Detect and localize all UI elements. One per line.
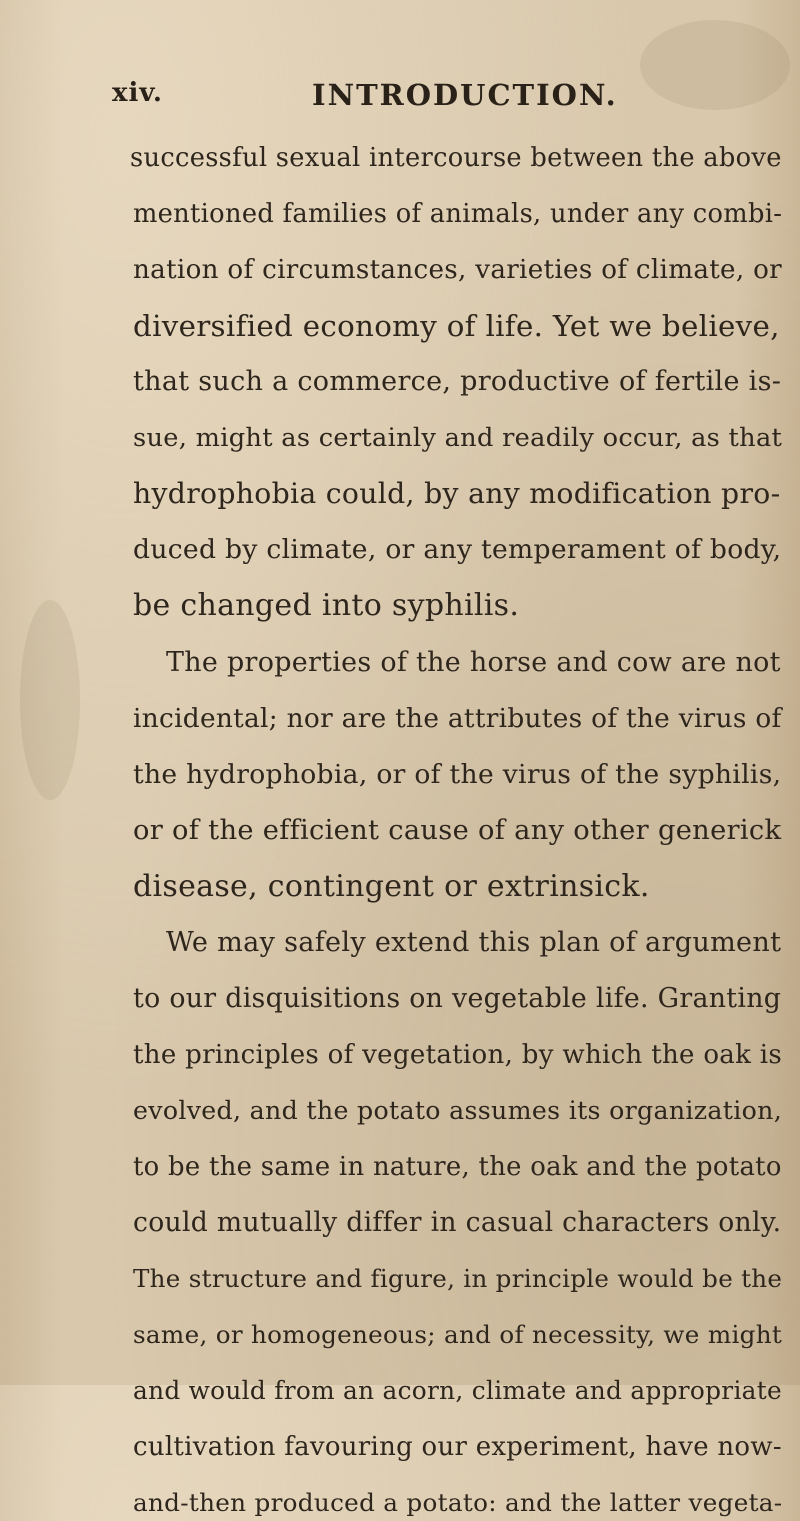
text-line: diversified economy of life. Yet we believe, (133, 309, 780, 343)
text-line: the hydrophobia, or of the virus of the syphilis, (133, 759, 782, 790)
text-line: or of the efficient cause of any other generick (133, 815, 782, 846)
text-line: hydrophobia could, by any modification pro- (133, 477, 781, 510)
text-line: mentioned families of animals, under any combi- (133, 199, 783, 229)
text-line: evolved, and the potato assumes its organization, (133, 1096, 783, 1125)
text-line: and-then produced a potato: and the latter vegeta- (133, 1488, 783, 1517)
text-line: The structure and figure, in principle would be the (133, 1264, 783, 1293)
text-line: duced by climate, or any temperament of body, (133, 534, 782, 565)
text-line: could mutually differ in casual characters only. (133, 1207, 782, 1238)
text-line: and would from an acorn, climate and appropriate (133, 1376, 782, 1405)
text-line: cultivation favouring our experiment, have now- (133, 1432, 782, 1462)
text-line: to be the same in nature, the oak and the potato (133, 1152, 782, 1182)
text-line: successful sexual intercourse between the above (130, 143, 782, 173)
paragraph-start: We may safely extend this plan of argument (166, 927, 782, 958)
text-line: the principles of vegetation, by which the oak is (133, 1040, 783, 1070)
text-line: that such a commerce, productive of fertile is- (133, 366, 782, 397)
page-number: xiv. (112, 78, 163, 108)
text-line: same, or homogeneous; and of necessity, we might (133, 1320, 783, 1349)
paragraph-start: The properties of the horse and cow are not (166, 647, 781, 678)
text-line: to our disquisitions on vegetable life. Granting (133, 983, 782, 1014)
text-line: be changed into syphilis. (133, 588, 520, 623)
text-line: nation of circumstances, varieties of climate, or (133, 255, 782, 285)
running-head (0, 78, 800, 118)
text-line: disease, contingent or extrinsick. (133, 869, 650, 904)
running-title: INTRODUCTION. (312, 78, 618, 112)
text-line: incidental; nor are the attributes of the virus of (133, 704, 782, 734)
text-line: sue, might as certainly and readily occur, as that (133, 423, 783, 453)
paper-stain (20, 600, 80, 800)
